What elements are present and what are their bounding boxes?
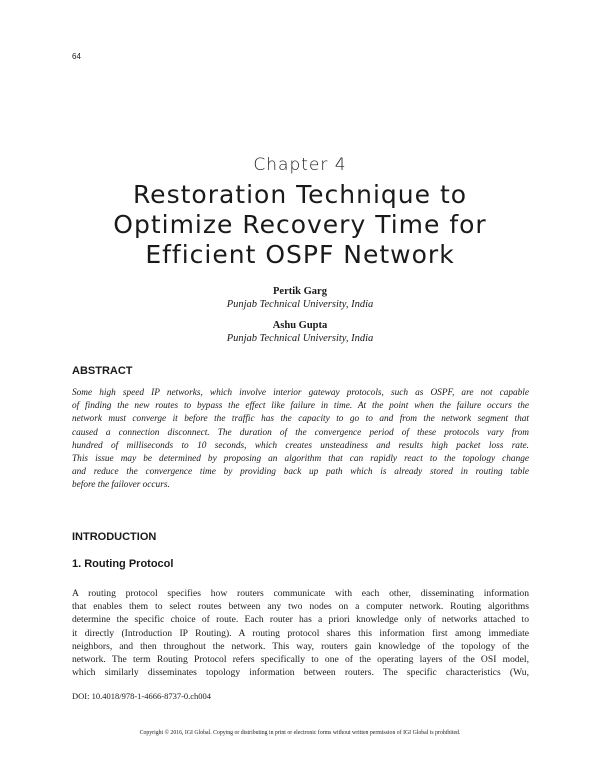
author-name: Pertik Garg <box>273 286 327 297</box>
chapter-title-line: Efficient OSPF Network <box>145 240 455 269</box>
abstract-line: caused a connection disconnect. The duration of the convergence period of these protocols vary from <box>72 427 529 438</box>
body-line: which similarly disseminates topology information between routers. The specific characteristics (Wu, <box>72 667 529 679</box>
body-line: network. The term Routing Protocol refers specifically to one of the operating layers of the OSI model, <box>72 654 529 666</box>
page-number: 64 <box>72 52 81 61</box>
abstract-line: hundred of milliseconds to 10 seconds, which creates unsteadiness and results high packet loss rate. <box>72 440 529 451</box>
body-line: neighbors, and then throughout the network. This way, routers gain knowledge of the topology of the <box>72 640 529 652</box>
abstract-line: Some high speed IP networks, which involve interior gateway protocols, such as OSPF, are not capable <box>72 388 529 398</box>
author-name: Ashu Gupta <box>272 320 328 331</box>
body-line: that enables them to select routes between any two nodes on a computer network. Routing algorithms <box>72 601 529 613</box>
body-line: A routing protocol specifies how routers communicate with each other, disseminating information <box>72 588 529 599</box>
abstract-line: network must converge it before the traffic has the capacity to go to and from the network segment that <box>72 414 529 425</box>
abstract-line: of finding the new routes to bypass the effect like failure in time. At the point when the failure occurs the <box>72 401 529 412</box>
body-line: it directly (Introduction IP Routing). A routing protocol shares this information first among immediate <box>72 627 529 639</box>
author-block <box>0 319 600 345</box>
chapter-title-line: Restoration Technique to <box>132 180 468 209</box>
chapter-title <box>60 180 540 270</box>
routing-protocol-heading: 1. Routing Protocol <box>72 558 174 570</box>
author-affiliation: Punjab Technical University, India <box>226 299 374 310</box>
chapter-title-line: Optimize Recovery Time for <box>113 210 487 239</box>
doi-line: DOI: 10.4018/978-1-4666-8737-0.ch004 <box>72 691 212 701</box>
author-block <box>0 285 600 311</box>
abstract-line: and reduce the convergence time by providing back up path which is already stored in routing table <box>72 467 529 478</box>
abstract-heading: ABSTRACT <box>72 365 133 377</box>
chapter-label: Chapter 4 <box>253 155 347 175</box>
abstract-line: before the failover occurs. <box>72 480 170 491</box>
copyright-notice: Copyright © 2016, IGI Global. Copying or distributing in print or electronic forms without written permission of IGI Global is prohibited. <box>139 730 461 736</box>
abstract-text <box>72 387 529 493</box>
body-line: determine the specific choice of route. Each router has a priori knowledge only of networks attached to <box>72 614 529 626</box>
abstract-line: This issue may be determined by proposing an algorithm that can rapidly react to the topology change <box>72 454 529 465</box>
author-affiliation: Punjab Technical University, India <box>226 333 374 344</box>
introduction-heading: INTRODUCTION <box>72 531 157 543</box>
introduction-text <box>72 587 529 679</box>
